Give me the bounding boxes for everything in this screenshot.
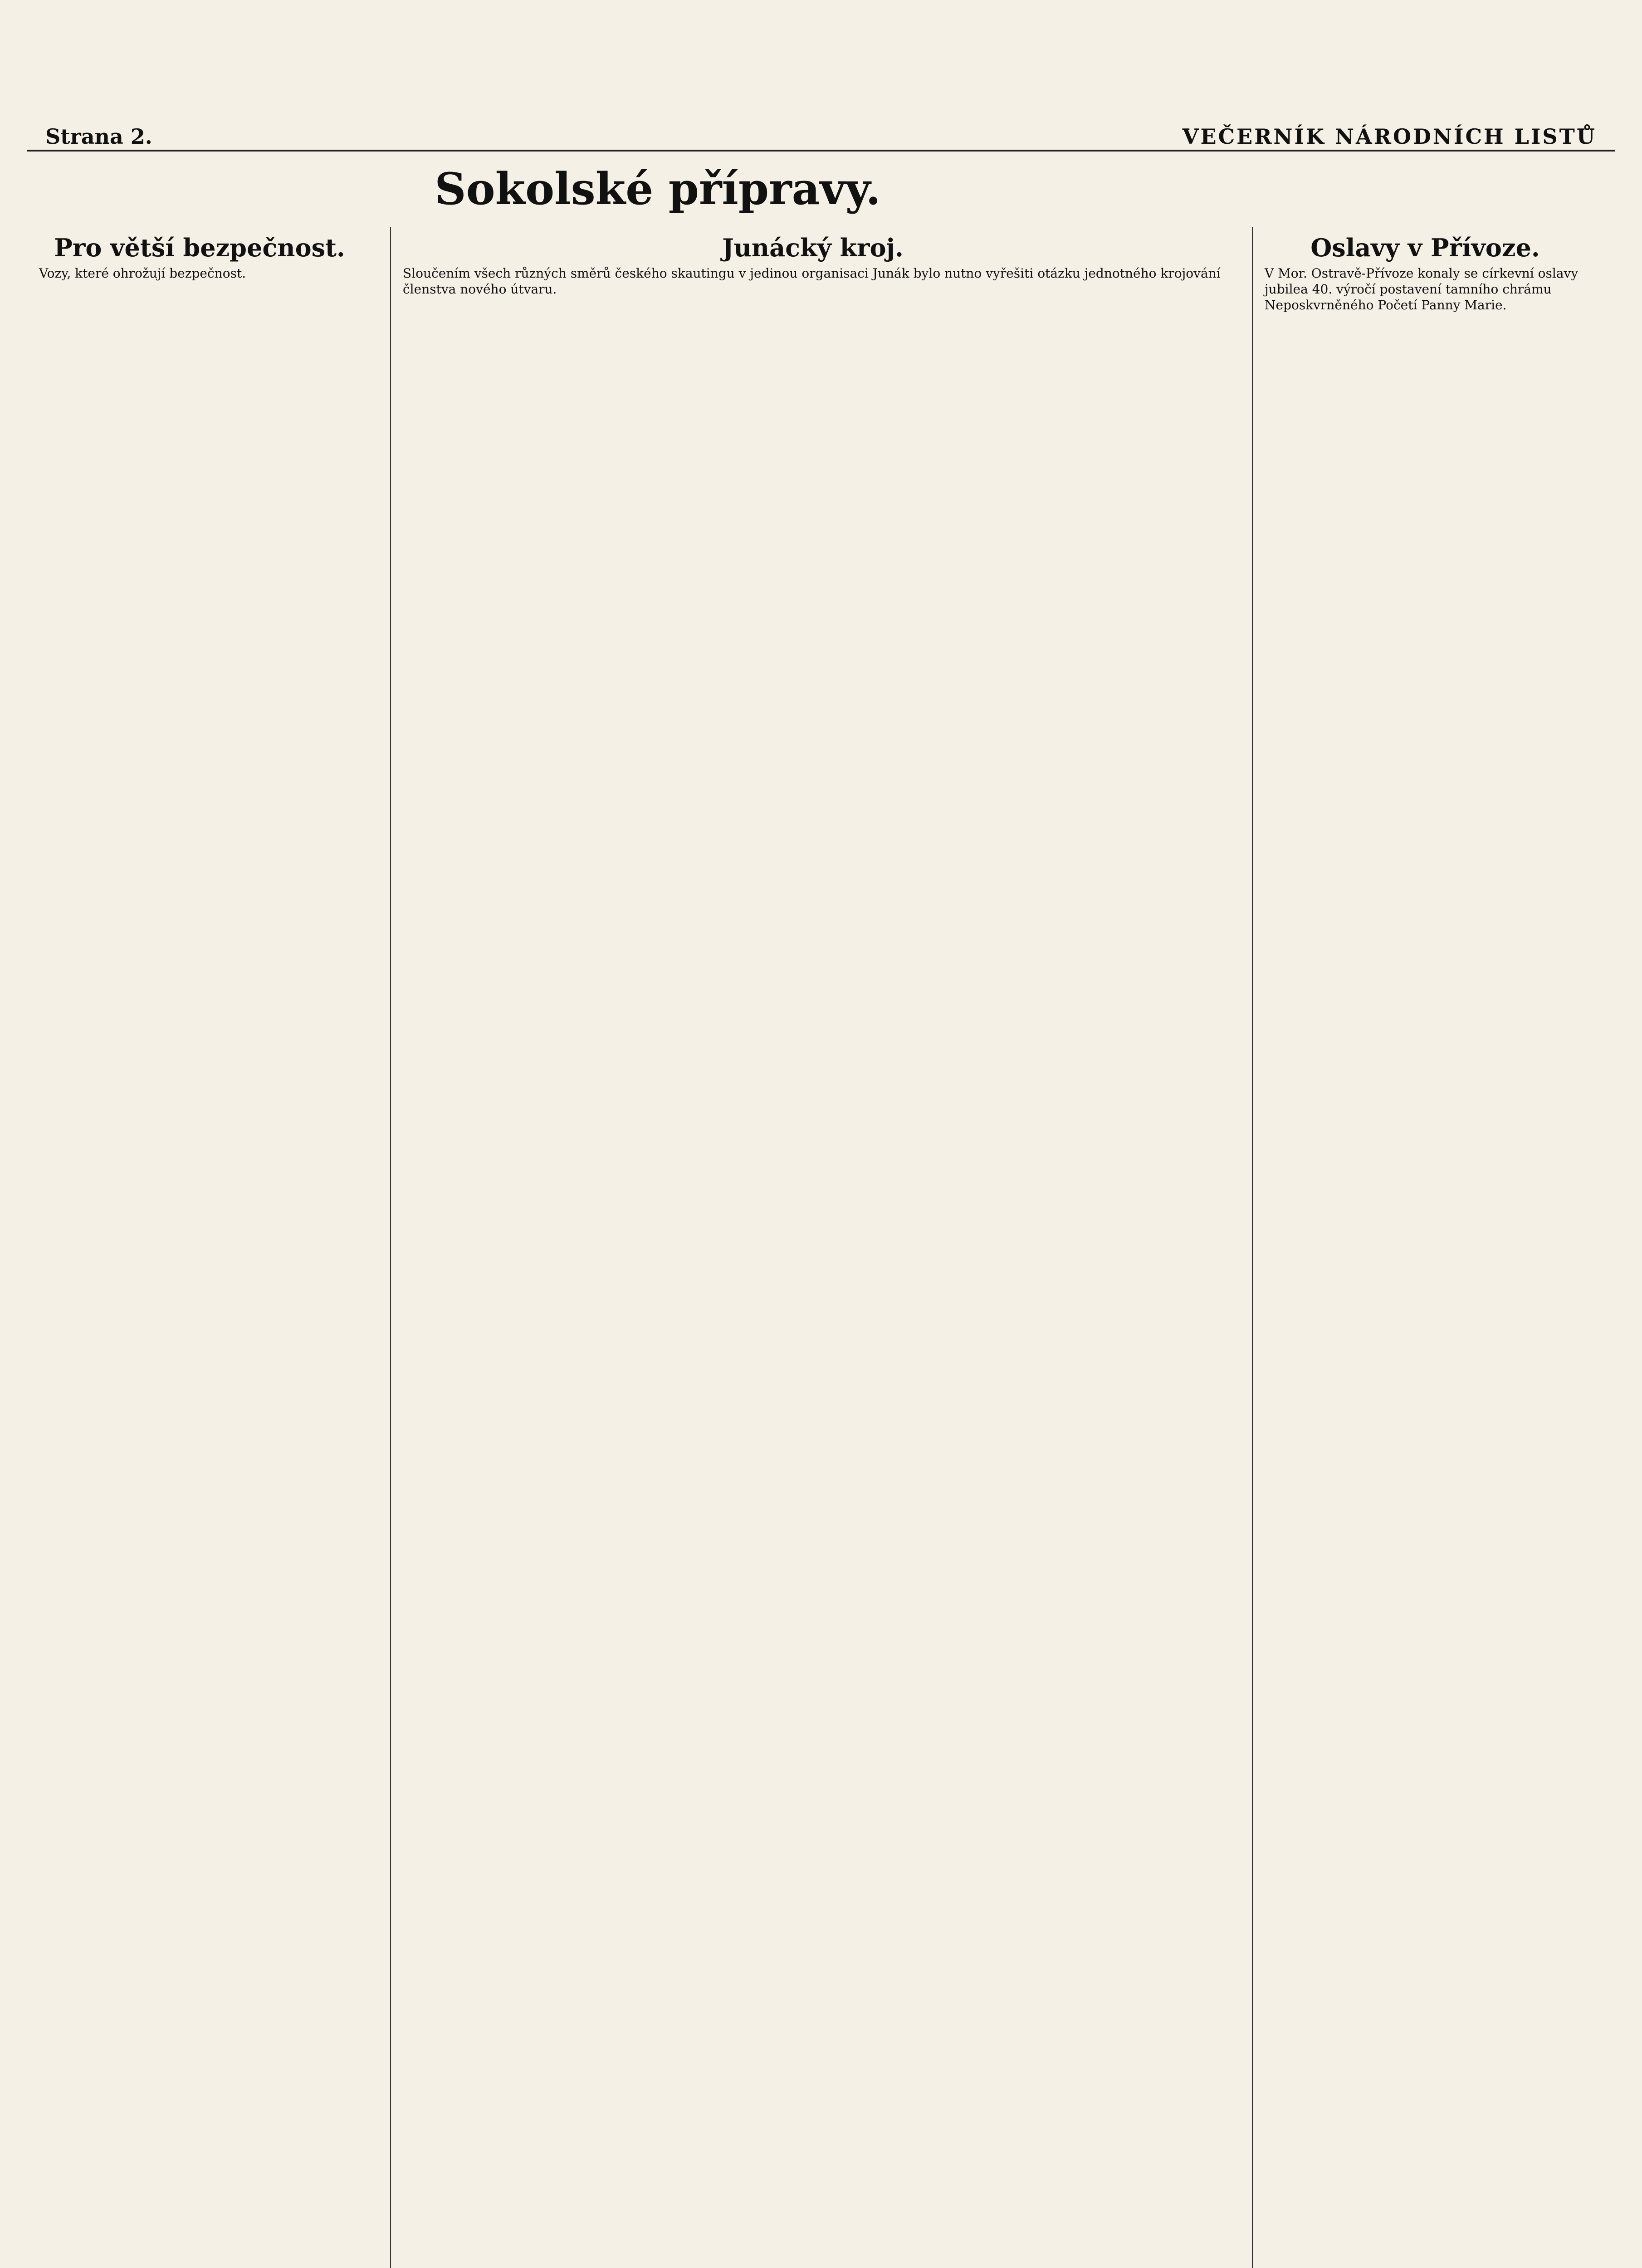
right-column — [1252, 227, 1598, 2268]
left-title: Pro větší bezpečnost. — [54, 233, 345, 262]
page-header — [27, 118, 1615, 152]
left-text: Vozy, které ohrožují bezpečnost. — [39, 265, 246, 281]
right-text: V Mor. Ostravě-Přívoze konaly se církevní oslavy jubilea 40. výročí postavení tamního chrámu Neposkvrněného Početí Panny Marie. — [1265, 265, 1578, 313]
left-column — [27, 227, 372, 2268]
newspaper-title: VEČERNÍK NÁRODNÍCH LISTŮ — [1182, 124, 1597, 149]
main-content — [27, 154, 1615, 2268]
middle-text: Sloučením všech různých směrů českého skautingu v jedinou organisaci Junák bylo nutno vyřešiti otázku jednotného krojování členstva nového útvaru. — [403, 265, 1221, 297]
page-number: Strana 2. — [45, 124, 152, 149]
right-title: Oslavy v Přívoze. — [1310, 233, 1540, 262]
middle-column — [390, 227, 1235, 2268]
middle-title: Junácký kroj. — [722, 233, 904, 262]
lead-headline: Sokolské přípravy. — [435, 163, 881, 215]
